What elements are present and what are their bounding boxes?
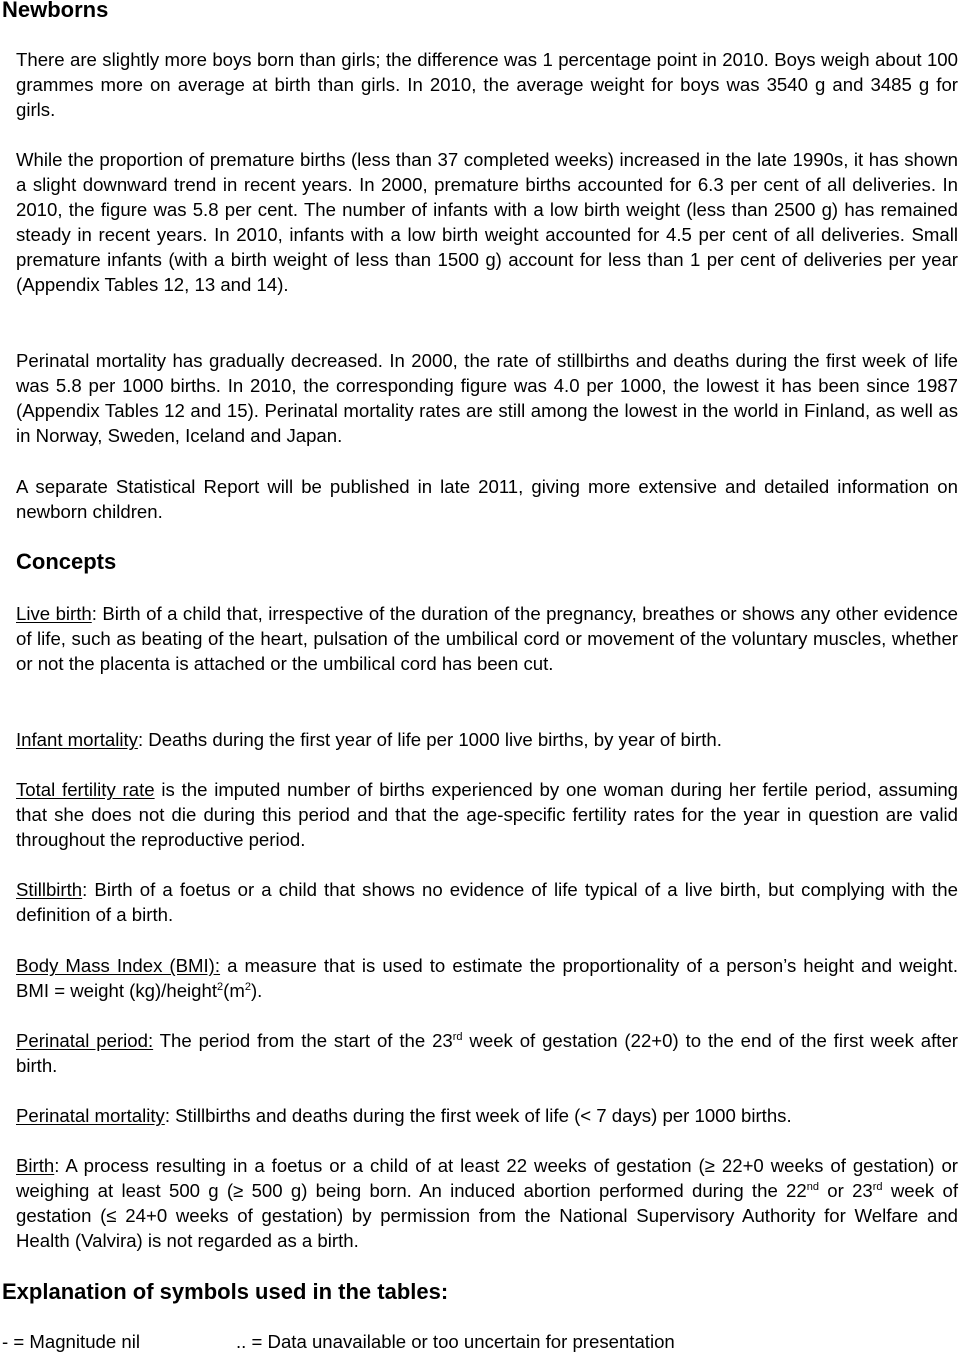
concept-bmi (16, 953, 958, 1003)
definition-bmi-part-b: (m (223, 980, 245, 1001)
newborns-heading: Newborns (2, 0, 109, 22)
term-stillbirth: Stillbirth (16, 879, 83, 900)
term-live-birth: Live birth (16, 603, 92, 624)
definition-bmi-part-c: ). (250, 980, 263, 1001)
definition-total-fertility-rate: is the imputed number of births experienced by one woman during her fertile period, assuming that she does not die during this period and that the age-specific fertility rates for the year in question are valid throughout the reproductive period. (16, 779, 959, 850)
newborns-paragraph-perinatal: Perinatal mortality has gradually decreased. In 2000, the rate of stillbirths and deaths during the first week of life was 5.8 per 1000 births. In 2010, the corresponding figure was 4.0 per 1000, the lowest it has been since 1987 (Appendix Tables 12 and 15). Perinatal mortality rates are still among the lowest in the world in Finland, as well as in Norway, Sweden, Iceland and Japan. (16, 350, 958, 446)
concept-infant-mortality (16, 727, 958, 752)
term-infant-mortality: Infant mortality (16, 729, 138, 750)
newborns-paragraph-premature: While the proportion of premature births (less than 37 completed weeks) increased in the late 1990s, it has shown a slight downward trend in recent years. In 2000, premature births accounted for 6.3 per cent of all deliveries. In 2010, the figure was 5.8 per cent. The number of infants with a low birth weight (less than 2500 g) has remained steady in recent years. In 2010, infants with a low birth weight accounted for 4.5 per cent of all deliveries. Small premature infants (with a birth weight of less than 1500 g) account for less than 1 per cent of deliveries per year (Appendix Tables 12, 13 and 14). (16, 149, 958, 295)
superscript-rd: rd (452, 1031, 463, 1043)
newborns-paragraph-weight: There are slightly more boys born than girls; the difference was 1 percentage point in 2010. Boys weigh about 100 grammes more on average at birth than girls. In 2010, the average weight for boys was 3540 g and 3485 g for girls. (16, 49, 958, 120)
term-perinatal-period: Perinatal period: (16, 1030, 154, 1051)
concept-perinatal-mortality (16, 1103, 958, 1128)
superscript-squared: 2 (217, 981, 224, 993)
newborns-paragraph-report: A separate Statistical Report will be published in late 2011, giving more extensive and detailed information on newborn children. (16, 476, 958, 522)
definition-birth-part-c: week of gestation (≤ 24+0 weeks of gestation) by permission from the National Supervisory Authority for Welfare and Health (Valvira) is not regarded as a birth. (16, 1180, 959, 1251)
term-total-fertility-rate: Total fertility rate (16, 779, 155, 800)
superscript-rd-birth: rd (872, 1181, 883, 1193)
concept-total-fertility-rate (16, 777, 958, 852)
symbol-magnitude-nil: - = Magnitude nil (2, 1331, 140, 1352)
symbol-data-unavailable: .. = Data unavailable or too uncertain for presentation (236, 1331, 675, 1352)
symbols-heading: Explanation of symbols used in the tables: (2, 1279, 449, 1304)
definition-birth-part-a: : A process resulting in a foetus or a child of at least 22 weeks of gestation (≥ 22+0 weeks of gestation) or weighing at least 500 g (≥ 500 g) being born. An induced abortion performed during the 22 (16, 1155, 958, 1201)
superscript-nd: nd (806, 1181, 819, 1193)
definition-perinatal-mortality: : Stillbirths and deaths during the first week of life (< 7 days) per 1000 births. (164, 1105, 792, 1126)
concepts-heading: Concepts (16, 549, 117, 574)
term-bmi: Body Mass Index (BMI): (16, 955, 221, 976)
definition-infant-mortality: : Deaths during the first year of life per 1000 live births, by year of birth. (137, 729, 722, 750)
term-perinatal-mortality: Perinatal mortality (16, 1105, 165, 1126)
concept-birth (16, 1153, 958, 1253)
concept-perinatal-period (16, 1028, 958, 1078)
term-birth: Birth (16, 1155, 55, 1176)
definition-birth-part-b: or 23 (819, 1180, 873, 1201)
superscript-squared-unit: 2 (244, 981, 251, 993)
definition-perinatal-period-part-a: The period from the start of the 23 (153, 1030, 453, 1051)
concept-live-birth (16, 601, 958, 676)
definition-bmi-part-a: a measure that is used to estimate the proportionality of a person’s height and weight. BMI = weight (kg)/height (16, 955, 958, 1001)
concept-stillbirth (16, 877, 958, 927)
definition-stillbirth: : Birth of a foetus or a child that shows no evidence of life typical of a live birth, but complying with the definition of a birth. (16, 879, 958, 925)
definition-live-birth: : Birth of a child that, irrespective of the duration of the pregnancy, breathes or shows any other evidence of life, such as beating of the heart, pulsation of the umbilical cord or movement of the voluntary muscles, whether or not the placenta is attached or the umbilical cord has been cut. (16, 603, 958, 674)
definition-perinatal-period-part-b: week of gestation (22+0) to the end of the first week after birth. (16, 1030, 959, 1076)
